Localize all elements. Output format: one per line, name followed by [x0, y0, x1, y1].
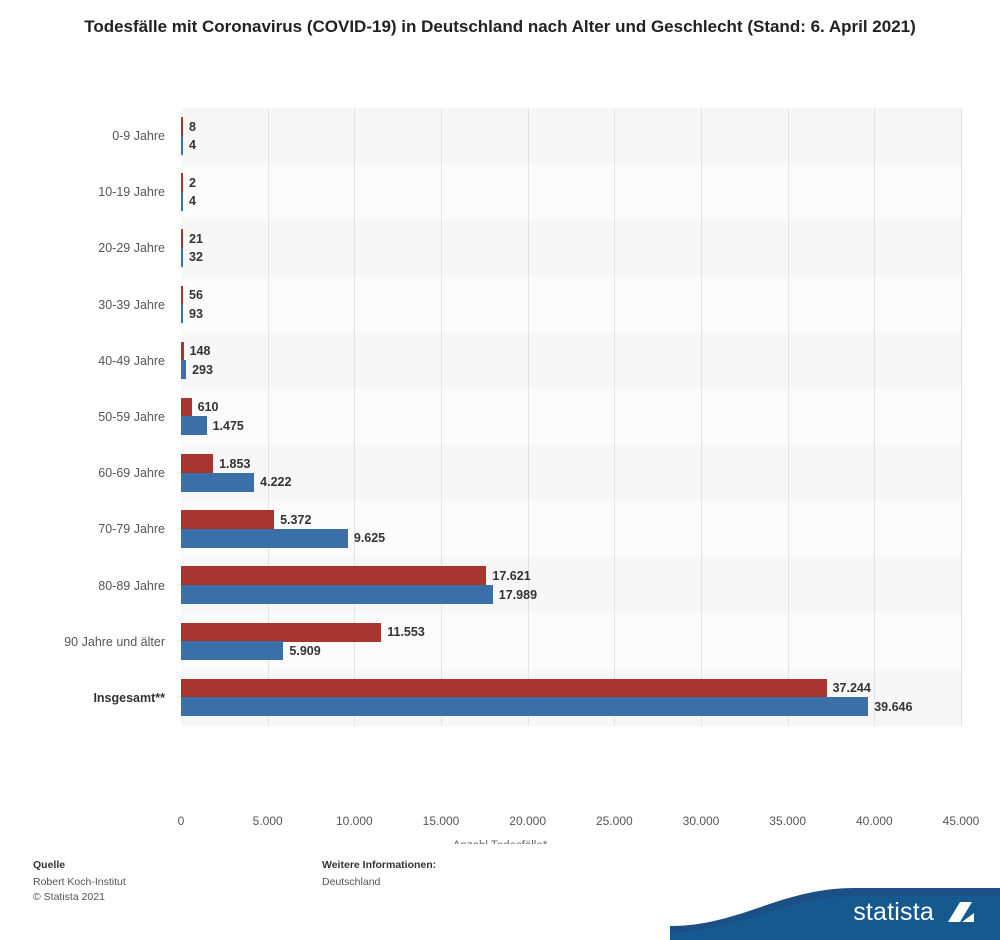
bar-value-label: 37.244	[832, 681, 871, 696]
category-label: 60-69 Jahre	[98, 466, 165, 481]
category-label: 80-89 Jahre	[98, 578, 165, 593]
bar-value-label: 5.372	[280, 512, 312, 527]
x-tick-label: 25.000	[595, 814, 633, 828]
bar-maenner[interactable]	[181, 416, 207, 435]
category-label: 0-9 Jahre	[112, 129, 165, 144]
bar-maenner[interactable]	[181, 304, 183, 323]
gridline	[961, 108, 962, 726]
gridline	[701, 108, 702, 726]
bar-maenner[interactable]	[181, 192, 183, 211]
bar-value-label: 4	[189, 194, 196, 209]
category-axis-labels	[0, 108, 175, 726]
bar-frauen[interactable]	[181, 117, 183, 136]
gridline	[528, 108, 529, 726]
bar-frauen[interactable]	[181, 342, 184, 361]
gridline	[441, 108, 442, 726]
gridline	[874, 108, 875, 726]
x-axis-tick-labels	[177, 814, 980, 834]
bar-maenner[interactable]	[181, 585, 493, 604]
bar-maenner[interactable]	[181, 248, 183, 267]
x-tick-label: 0	[177, 814, 185, 828]
bar-value-label: 5.909	[289, 643, 321, 658]
x-tick-label: 40.000	[855, 814, 893, 828]
chart-footer	[0, 844, 1000, 940]
bar-frauen[interactable]	[181, 454, 213, 473]
category-label: 50-59 Jahre	[98, 410, 165, 424]
bar-frauen[interactable]	[181, 173, 183, 192]
bar-frauen[interactable]	[181, 510, 274, 529]
category-label: 70-79 Jahre	[98, 522, 165, 537]
bar-value-label: 56	[189, 288, 203, 303]
bar-value-label: 93	[189, 306, 203, 321]
bar-maenner[interactable]	[181, 473, 254, 492]
gridline	[788, 108, 789, 726]
source-block	[33, 858, 126, 905]
category-label: 40-49 Jahre	[98, 353, 165, 368]
x-tick-label: 30.000	[682, 814, 720, 828]
bar-value-label: 1.853	[219, 456, 251, 471]
category-label: 30-39 Jahre	[98, 297, 165, 312]
chart-container	[0, 100, 1000, 828]
x-tick-label: 35.000	[769, 814, 807, 828]
source-heading: Quelle	[33, 859, 66, 871]
bar-maenner[interactable]	[181, 136, 183, 155]
row-band	[181, 277, 961, 333]
bar-frauen[interactable]	[181, 679, 827, 698]
gridline	[614, 108, 615, 726]
x-tick-label: 10.000	[335, 814, 373, 828]
bar-value-label: 32	[189, 250, 203, 265]
bar-value-label: 39.646	[874, 699, 913, 714]
row-band	[181, 333, 961, 389]
bar-frauen[interactable]	[181, 398, 192, 417]
row-band	[181, 389, 961, 445]
bar-maenner[interactable]	[181, 697, 868, 716]
more-info-heading: Weitere Informationen:	[322, 859, 437, 871]
row-band	[181, 164, 961, 220]
x-tick-label: 15.000	[422, 814, 460, 828]
bar-value-label: 293	[192, 362, 213, 377]
row-band	[181, 220, 961, 276]
row-band	[181, 445, 961, 501]
bar-maenner[interactable]	[181, 529, 348, 548]
more-info-text: Deutschland	[322, 876, 381, 888]
bar-value-label: 2	[189, 175, 196, 190]
statista-mark-icon	[946, 900, 976, 924]
source-text: Robert Koch-Institut	[33, 876, 126, 888]
bar-maenner[interactable]	[181, 641, 283, 660]
bar-value-label: 8	[189, 119, 196, 134]
copyright-text: © Statista 2021	[33, 891, 105, 903]
bar-maenner[interactable]	[181, 360, 186, 379]
bar-value-label: 21	[189, 231, 203, 246]
category-label: 10-19 Jahre	[98, 185, 165, 200]
bar-value-label: 17.621	[492, 568, 531, 583]
bar-value-label: 17.989	[498, 587, 538, 602]
category-label: Insgesamt**	[93, 690, 165, 705]
bar-value-label: 11.553	[387, 625, 425, 640]
x-tick-label: 45.000	[942, 814, 980, 828]
chart-title: Todesfälle mit Coronavirus (COVID-19) in Deutschland nach Alter und Geschlecht (Stand: 6. April 2021)	[84, 17, 916, 36]
bar-value-label: 148	[189, 344, 211, 359]
row-band	[181, 108, 961, 164]
category-label: 20-29 Jahre	[98, 241, 165, 256]
statista-logo[interactable]	[670, 882, 1000, 940]
x-tick-label: 5.000	[252, 814, 283, 828]
bar-frauen[interactable]	[181, 286, 183, 305]
x-tick-label: 20.000	[509, 814, 547, 828]
bar-frauen[interactable]	[181, 623, 381, 642]
category-label: 90 Jahre und älter	[64, 634, 165, 649]
bar-value-label: 1.475	[212, 418, 244, 433]
bar-frauen[interactable]	[181, 566, 486, 585]
bar-value-label: 610	[197, 400, 219, 415]
statista-wordmark: statista	[853, 898, 934, 926]
bar-value-label: 4	[189, 138, 196, 153]
bar-value-label: 4.222	[260, 475, 292, 490]
bar-frauen[interactable]	[181, 229, 183, 248]
bar-value-label: 9.625	[353, 531, 386, 546]
plot-area	[181, 108, 961, 726]
more-info-block	[322, 858, 436, 890]
